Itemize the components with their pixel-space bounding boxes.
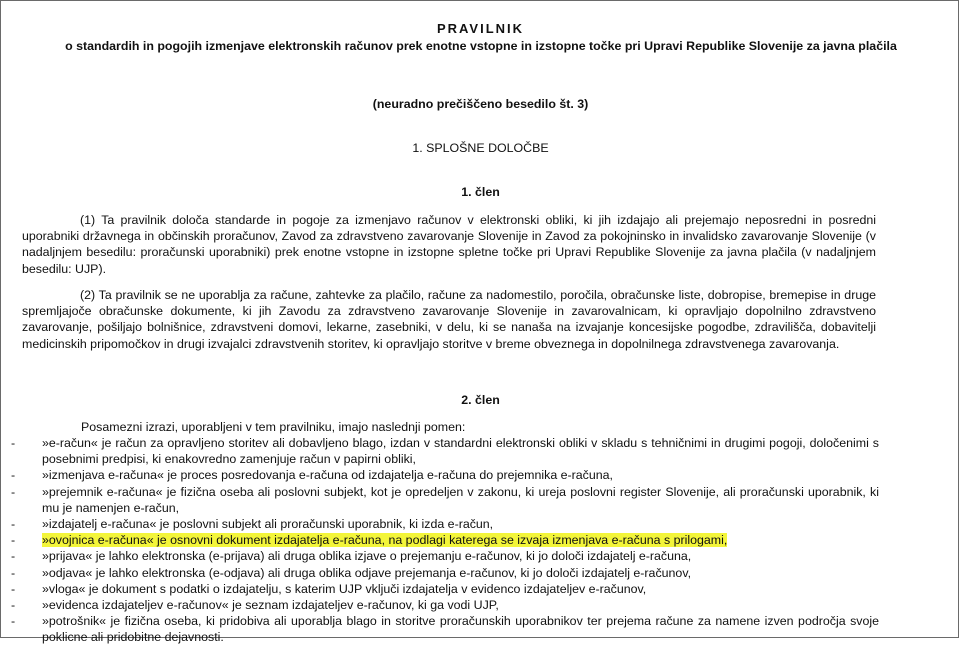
list-item-highlighted [11, 532, 879, 548]
list-item [11, 484, 879, 516]
list-item [11, 548, 879, 564]
definition-text: »vloga« je dokument s podatki o izdajatelju, s katerim UJP vključi izdajatelja v evidenco izdajateljev e-računov, [42, 581, 647, 596]
list-dash: - [11, 484, 16, 499]
list-item [11, 435, 879, 467]
list-dash: - [11, 533, 16, 548]
article-1-heading: 1. člen [461, 185, 500, 199]
definition-text: »odjava« je lahko elektronska (e-odjava) ali druga oblika odjave prejemanja e-računov, ki jo določi izdajatelj e-računov, [42, 565, 692, 580]
article-1-paragraph-1: (1) Ta pravilnik določa standarde in pogoje za izmenjavo računov v elektronski obliki, ki jih izdajajo ali prejemajo neposredni in posredni uporabniki državnega in občinskih proračunov, Zavod za zdravstveno zavarovanje Slovenije in Zavod za pokojninsko in invalidsko zavarovanje Slovenije (v nadaljnjem besedilu: proračunski uporabniki) prek enotne vstopne in izstopne spletne točke pri Upravi Republike Slovenije za javna plačila (v nadaljnjem besedilu: UJP). [22, 213, 876, 276]
definitions-list [11, 435, 879, 646]
list-dash: - [11, 468, 16, 483]
list-item [11, 516, 879, 532]
article-2-heading: 2. člen [461, 393, 500, 407]
definition-text: »potrošnik« je fizična oseba, ki pridobiva ali uporablja blago in storitve proračunskih uporabnikov ter prejema račune za namene izven področja svoje poklicne ali pridobitne dejavnosti. [42, 614, 879, 645]
list-item [11, 565, 879, 581]
list-dash: - [11, 549, 16, 564]
list-item [11, 613, 879, 645]
definition-text: »e-račun« je račun za opravljeno storitev ali dobavljeno blago, izdan v standardni elektronski obliki v skladu s tehničnimi in drugimi pogoji, določenimi s posebnimi predpisi, ki enakovredno zamenjuje račun v papirni obliki, [42, 436, 879, 467]
list-dash: - [11, 517, 16, 532]
list-item [11, 581, 879, 597]
definition-text: »evidenca izdajateljev e-računov« je seznam izdajateljev e-računov, ki ga vodi UJP, [42, 598, 499, 613]
definition-text: »prejemnik e-računa« je fizična oseba ali poslovni subjekt, kot je opredeljen v zakonu, ki ureja poslovni register Slovenije, ali proračunski uporabnik, ki mu je namenjen e-račun, [42, 484, 879, 515]
article-2-intro: Posamezni izrazi, uporabljeni v tem pravilniku, imajo naslednji pomen: [81, 420, 466, 434]
document-title: PRAVILNIK [436, 21, 525, 36]
list-dash: - [11, 614, 16, 629]
article-1-paragraph-2: (2) Ta pravilnik se ne uporablja za račune, zahtevke za plačilo, račune za nadomestilo, poročila, obračunske liste, dobropise, bremepise in druge spremljajoče obračunske dokumente, ki jih Zavodu za zdravstveno zavarovanje Slovenije in zavarovalnicam, ki opravljajo dopolnilno zdravstveno zavarovanje, pošiljajo bolnišnice, zdravstveni domovi, lekarne, zasebniki, v delu, ki se nanaša na izvajanje koncesijske pogodbe, zdravilišča, dobavitelji medicinskih pripomočkov in drugi izvajalci zdravstvenih storitev, ki opravljajo storitve v breme obveznega in dopolnilnega zdravstvenega zavarovanja. [22, 288, 876, 351]
chapter-heading: 1. SPLOŠNE DOLOČBE [412, 141, 549, 155]
list-item [11, 597, 879, 613]
list-dash: - [11, 598, 16, 613]
list-item [11, 467, 879, 483]
definition-text: »izmenjava e-računa« je proces posredovanja e-računa od izdajatelja e-računa do prejemnika e-računa, [42, 468, 613, 483]
document-subtitle: o standardih in pogojih izmenjave elektronskih računov prek enotne vstopne in izstopne točke pri Upravi Republike Slovenije za javna plačila [65, 39, 897, 53]
consolidation-note: (neuradno prečiščeno besedilo št. 3) [372, 97, 589, 111]
definition-text: »prijava« je lahko elektronska (e-prijava) ali druga oblika izjave o prejemanju e-računov, ki jo določi izdajatelj e-računa, [42, 549, 692, 564]
definition-text: »izdajatelj e-računa« je poslovni subjekt ali proračunski uporabnik, ki izda e-račun, [42, 517, 494, 532]
list-dash: - [11, 581, 16, 596]
list-dash: - [11, 565, 16, 580]
definition-text-highlighted: »ovojnica e-računa« je osnovni dokument izdajatelja e-računa, na podlagi katerega se izvaja izmenjava e-računa s prilogami, [42, 533, 728, 548]
list-dash: - [11, 436, 16, 450]
